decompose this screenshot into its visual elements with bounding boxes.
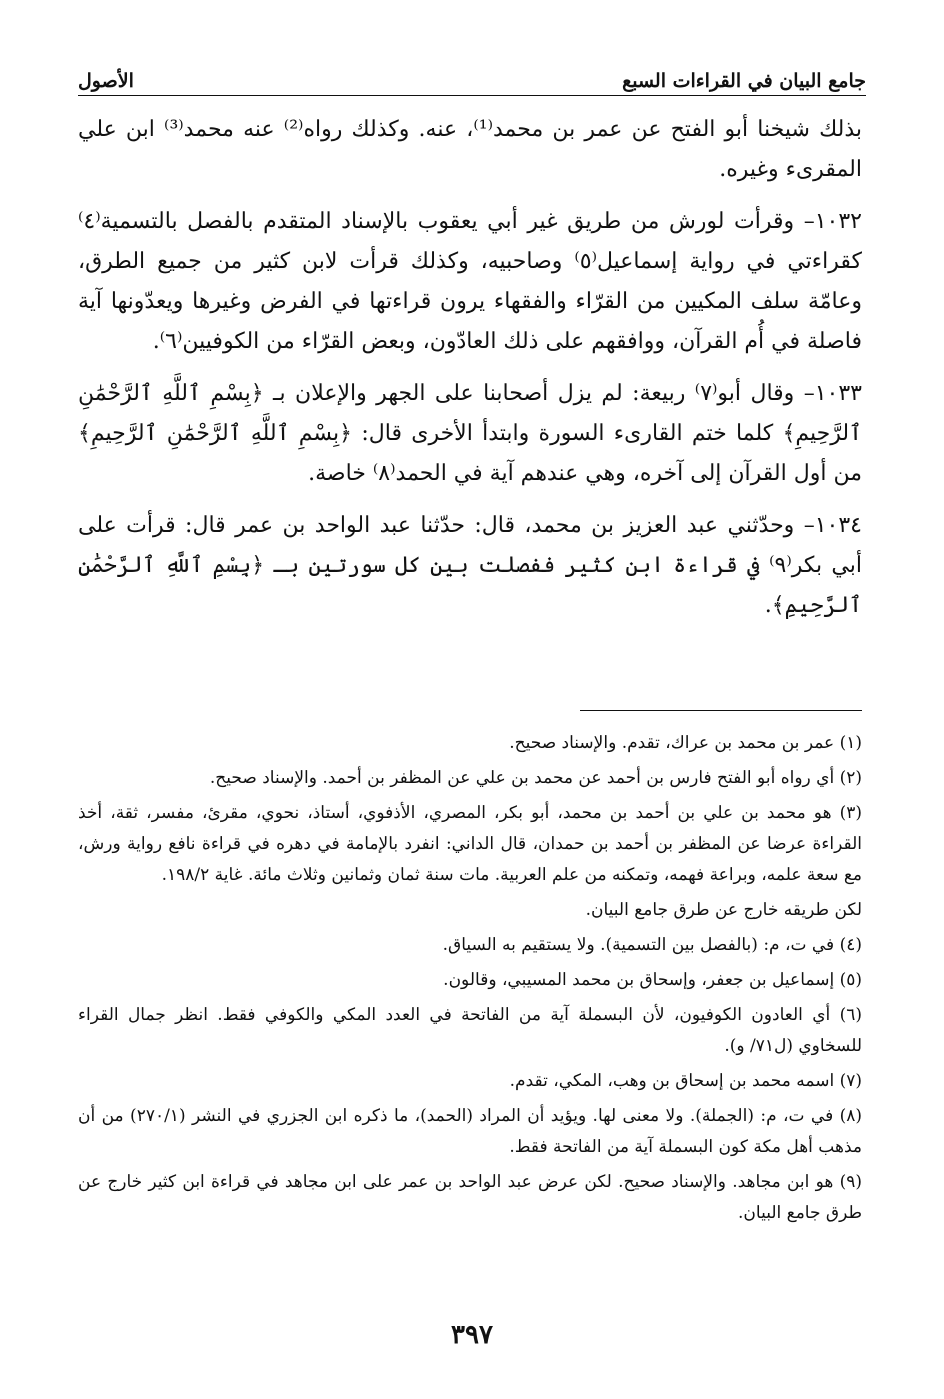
footnote-rule — [580, 710, 862, 711]
footnote-2: (٢) أي رواه أبو الفتح فارس بن أحمد عن محمد بن علي عن المظفر بن أحمد. والإسناد صحيح. — [209, 768, 862, 788]
section-title: الأصول — [78, 70, 134, 92]
footnote-3: (٣) هو محمد بن علي بن أحمد بن محمد، أبو بكر، المصري، الأذفوي، أستاذ، نحوي، مقرئ، مفسر، ثقة، أخذ القراءة عرضا عن المظفر بن أحمد بن حمدان، قال الداني: انفرد بالإمامة في دهره في قراءة نافع رواية ورش، مع سعة علمه، وبراعة فهمه، وتمكنه من علم العربية. مات سنة ثمان وثمانين وثلاث مائة. غاية ١٩٨/٢. — [78, 803, 862, 885]
header-rule — [78, 95, 866, 96]
paragraph-1034: ١٠٣٤– وحدّثني عبد العزيز بن محمد، قال: حدّثنا عبد الواحد بن عمر قال: قرأت على أبي بكر⁽٩⁾ في قراءة ابن كثير ففصلت بين كل سورتين بـ ﴿بِسْمِ ٱللَّهِ ٱلرَّحْمَٰنِ ٱلرَّحِيمِ﴾. — [78, 513, 862, 618]
paragraph-1033: ١٠٣٣– وقال أبو⁽٧⁾ ربيعة: لم يزل أصحابنا على الجهر والإعلان بـ ﴿بِسْمِ ٱللَّهِ ٱلرَّحْمَٰنِ ٱلرَّحِيمِ﴾ كلما ختم القارىء السورة وابتدأ الأخرى قال: ﴿بِسْمِ ٱللَّهِ ٱلرَّحْمَٰنِ ٱلرَّحِيمِ﴾ من أول القرآن إلى آخره، وهي عندهم آية في الحمد⁽٨⁾ خاصة. — [78, 381, 862, 486]
footnote-8: (٨) في ت، م: (الجملة). ولا معنى لها. ويؤيد أن المراد (الحمد)، ما ذكره ابن الجزري في النشر (٢٧٠/١) من أن مذهب أهل مكة كون البسملة آية من الفاتحة فقط. — [78, 1106, 862, 1157]
footnote-3-continuation: لكن طريقه خارج عن طرق جامع البيان. — [585, 900, 862, 920]
page-number: ٣٩٧ — [451, 1320, 493, 1350]
paragraph-1032: ١٠٣٢– وقرأت لورش من طريق غير أبي يعقوب بالإسناد المتقدم بالفصل بالتسمية⁽٤⁾ كقراءتي في رواية إسماعيل⁽٥⁾ وصاحبيه، وكذلك قرأت لابن كثير من جميع الطرق، وعامّة سلف المكيين من القرّاء والفقهاء يرون قراءتها في الفرض وغيرها ويعدّونها آية فاصلة في أُم القرآن، ووافقهم على ذلك العادّون، وبعض القرّاء من الكوفيين⁽٦⁾. — [78, 209, 863, 354]
footnote-6: (٦) أي العادون الكوفيون، لأن البسملة آية من الفاتحة في العدد المكي والكوفي فقط. انظر جمال القراء للسخاوي (ل٧١/ و). — [78, 1005, 862, 1056]
footnote-5: (٥) إسماعيل بن جعفر، وإسحاق بن محمد المسيبي، وقالون. — [443, 970, 862, 990]
footnote-1: (١) عمر بن محمد بن عراك، تقدم. والإسناد صحيح. — [509, 733, 862, 753]
main-text — [78, 110, 862, 638]
footnotes — [78, 728, 862, 1233]
running-header — [78, 62, 866, 92]
paragraph-continuation: بذلك شيخنا أبو الفتح عن عمر بن محمد⁽¹⁾، عنه. وكذلك رواه⁽²⁾ عنه محمد⁽³⁾ ابن علي المقرىء وغيره. — [78, 117, 862, 182]
footnote-7: (٧) اسمه محمد بن إسحاق بن وهب، المكي، تقدم. — [509, 1071, 862, 1091]
footnote-4: (٤) في ت، م: (بالفصل بين التسمية). ولا يستقيم به السياق. — [442, 935, 862, 955]
book-title: جامع البيان في القراءات السبع — [622, 70, 866, 92]
footnote-9: (٩) هو ابن مجاهد. والإسناد صحيح. لكن عرض عبد الواحد بن عمر على ابن مجاهد في قراءة ابن كثير خارج عن طرق جامع البيان. — [78, 1172, 862, 1223]
